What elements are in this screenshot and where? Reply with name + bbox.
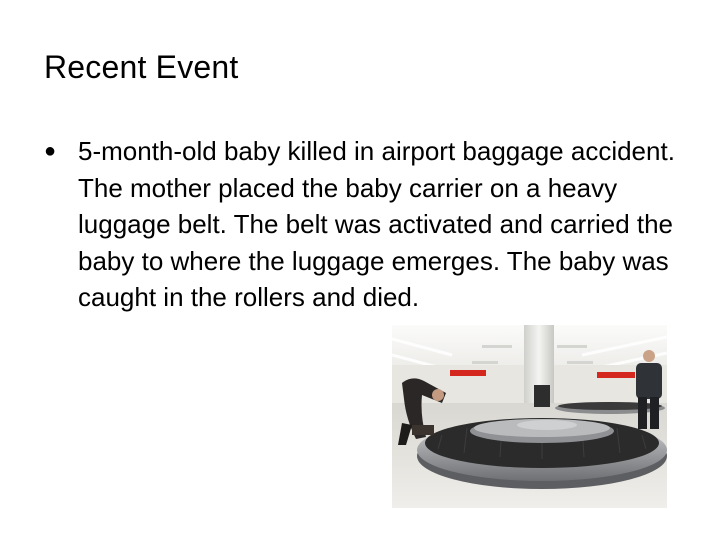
airport-baggage-carousel-photo <box>392 325 667 508</box>
bullet-list <box>40 133 690 316</box>
bullet-marker: ● <box>44 140 57 162</box>
bullet-text: 5-month-old baby killed in airport baggage accident. The mother placed the baby carrier on a heavy luggage belt. The belt was activated and carried the baby to where the luggage emerges. The baby was caught in the rollers and died. <box>78 136 675 312</box>
red-sign-left <box>450 370 486 376</box>
slide-title: Recent Event <box>44 49 239 85</box>
bullet-item <box>40 133 690 316</box>
red-sign-right <box>597 372 635 378</box>
